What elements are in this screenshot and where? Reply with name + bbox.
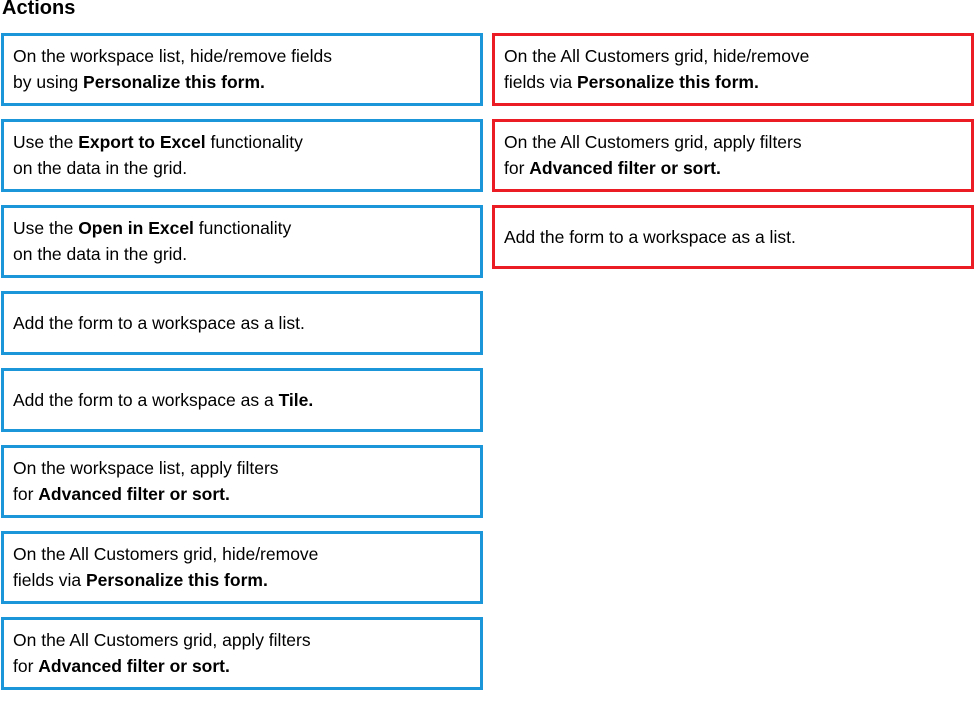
emphasis-text: Personalize this form. [85,570,268,590]
plain-text: On the All Customers grid, hide/remove [504,46,810,66]
action-option-item-text [13,310,471,336]
plain-text: On the workspace list, apply filters [13,458,279,478]
action-option-item[interactable] [1,368,483,432]
action-option-item[interactable] [1,617,483,690]
action-option-item-text [13,129,471,181]
emphasis-text: Advanced filter or sort. [38,484,230,504]
emphasis-text: Export to Excel [78,132,206,152]
emphasis-text: Advanced filter or sort. [38,656,230,676]
action-option-item-text [13,541,471,593]
emphasis-text: Personalize this form. [83,72,265,92]
plain-text: Add the form to a workspace as a list. [13,312,305,333]
plain-text: fields via [504,72,577,92]
emphasis-text: Advanced filter or sort. [529,158,721,178]
plain-text: Add the form to a workspace as a list. [504,226,796,247]
plain-text: Use the [13,132,79,152]
plain-text: functionality [193,218,292,238]
plain-text: on the data in the grid. [13,244,188,264]
action-option-item-text [13,455,471,507]
plain-text: Use the [13,218,79,238]
emphasis-text: Tile. [278,389,314,410]
plain-text: by using [13,72,84,92]
action-option-item-text [13,387,471,413]
plain-text: Add the form to a workspace as a [13,389,279,410]
action-answer-item-text [504,224,962,250]
action-option-item-text [13,215,471,267]
plain-text: On the workspace list, hide/remove fields [13,46,333,66]
plain-text: functionality [205,132,303,152]
action-option-item-text [13,627,471,679]
action-option-item-text [13,43,471,95]
plain-text: for [13,656,39,676]
action-answer-item-text [504,43,962,95]
actions-source-column [1,33,483,703]
action-option-item[interactable] [1,205,483,278]
plain-text: on the data in the grid. [13,158,188,178]
action-option-item[interactable] [1,33,483,106]
page-title: Actions [2,0,76,19]
emphasis-text: Personalize this form. [576,72,759,92]
action-answer-item[interactable] [492,119,974,192]
plain-text: for [504,158,530,178]
action-option-item[interactable] [1,445,483,518]
action-answer-item[interactable] [492,205,974,269]
action-answer-item[interactable] [492,33,974,106]
actions-answer-column [492,33,974,282]
plain-text: On the All Customers grid, apply filters [13,630,311,650]
plain-text: fields via [13,570,86,590]
plain-text: for [13,484,39,504]
action-option-item[interactable] [1,291,483,355]
plain-text: On the All Customers grid, apply filters [504,132,802,152]
action-option-item[interactable] [1,531,483,604]
emphasis-text: Open in Excel [78,218,194,238]
action-option-item[interactable] [1,119,483,192]
plain-text: On the All Customers grid, hide/remove [13,544,319,564]
action-answer-item-text [504,129,962,181]
